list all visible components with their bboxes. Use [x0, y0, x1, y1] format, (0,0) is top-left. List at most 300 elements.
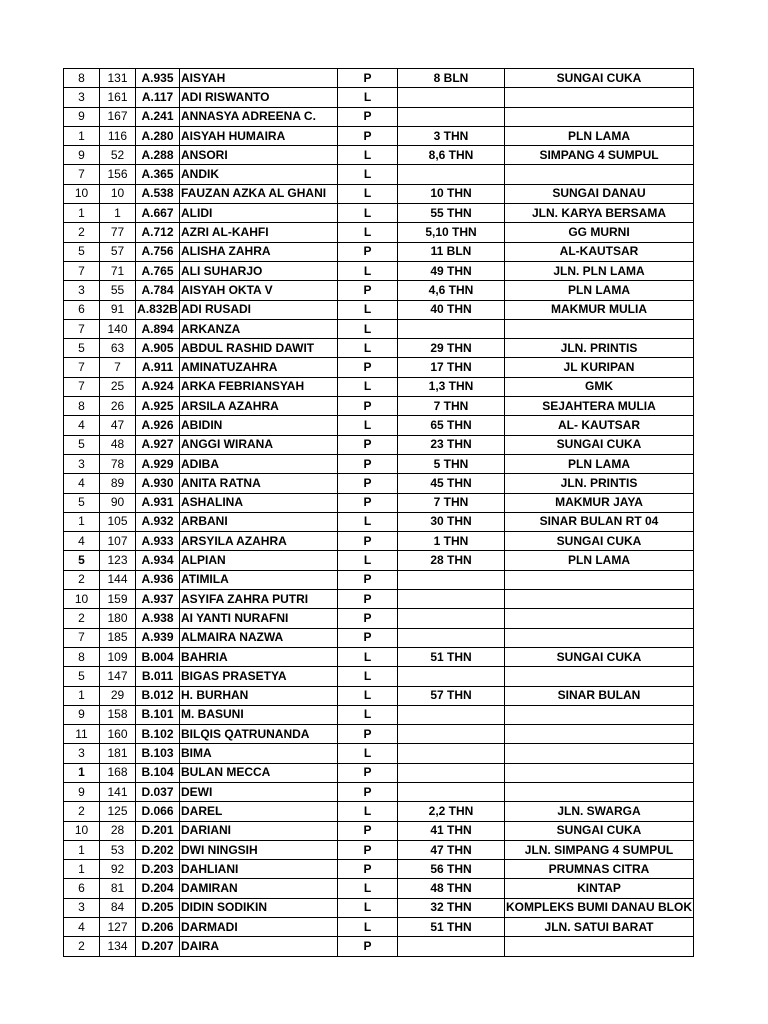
number-cell: 90 [100, 493, 136, 512]
group-cell: 3 [64, 898, 100, 917]
code-cell: D.202 [136, 840, 180, 859]
age-cell [398, 782, 505, 801]
name-cell: DARIANI [180, 821, 338, 840]
sex-cell: P [338, 69, 398, 88]
table-row [64, 184, 694, 203]
address-cell [505, 88, 694, 107]
table-row [64, 261, 694, 280]
group-cell: 1 [64, 204, 100, 223]
number-cell: 89 [100, 474, 136, 493]
name-cell: M. BASUNI [180, 705, 338, 724]
address-cell: PRUMNAS CITRA [505, 860, 694, 879]
number-cell: 7 [100, 358, 136, 377]
address-cell: SUNGAI CUKA [505, 532, 694, 551]
name-cell: ALI SUHARJO [180, 261, 338, 280]
sex-cell: P [338, 609, 398, 628]
group-cell: 5 [64, 339, 100, 358]
code-cell: A.538 [136, 184, 180, 203]
code-cell: A.712 [136, 223, 180, 242]
group-cell: 5 [64, 551, 100, 570]
group-cell: 2 [64, 570, 100, 589]
age-cell: 1 THN [398, 532, 505, 551]
code-cell: B.102 [136, 725, 180, 744]
age-cell: 65 THN [398, 416, 505, 435]
address-cell [505, 590, 694, 609]
name-cell: DAIRA [180, 937, 338, 956]
number-cell: 123 [100, 551, 136, 570]
age-cell [398, 165, 505, 184]
sex-cell: L [338, 918, 398, 937]
age-cell: 56 THN [398, 860, 505, 879]
code-cell: D.203 [136, 860, 180, 879]
name-cell: DAHLIANI [180, 860, 338, 879]
group-cell: 10 [64, 821, 100, 840]
code-cell: D.066 [136, 802, 180, 821]
age-cell: 40 THN [398, 300, 505, 319]
group-cell: 9 [64, 782, 100, 801]
number-cell: 134 [100, 937, 136, 956]
table-row [64, 570, 694, 589]
sex-cell: L [338, 512, 398, 531]
code-cell: A.935 [136, 69, 180, 88]
sex-cell: L [338, 319, 398, 338]
address-cell: PLN LAMA [505, 551, 694, 570]
age-cell: 51 THN [398, 647, 505, 666]
number-cell: 107 [100, 532, 136, 551]
code-cell: A.288 [136, 146, 180, 165]
name-cell: AZRI AL-KAHFI [180, 223, 338, 242]
sex-cell: P [338, 126, 398, 145]
age-cell: 28 THN [398, 551, 505, 570]
address-cell: JLN. PLN LAMA [505, 261, 694, 280]
code-cell: D.201 [136, 821, 180, 840]
address-cell: SUNGAI CUKA [505, 821, 694, 840]
age-cell: 51 THN [398, 918, 505, 937]
table-row [64, 165, 694, 184]
code-cell: B.012 [136, 686, 180, 705]
group-cell: 7 [64, 628, 100, 647]
number-cell: 92 [100, 860, 136, 879]
name-cell: ARSILA AZAHRA [180, 397, 338, 416]
sex-cell: L [338, 146, 398, 165]
table-row [64, 647, 694, 666]
code-cell: D.037 [136, 782, 180, 801]
name-cell: ANDIK [180, 165, 338, 184]
group-cell: 11 [64, 725, 100, 744]
age-cell: 23 THN [398, 435, 505, 454]
table-row [64, 551, 694, 570]
age-cell [398, 763, 505, 782]
name-cell: ASYIFA ZAHRA PUTRI [180, 590, 338, 609]
name-cell: ARKA FEBRIANSYAH [180, 377, 338, 396]
address-cell: JLN. SWARGA [505, 802, 694, 821]
address-cell: PLN LAMA [505, 126, 694, 145]
sex-cell: L [338, 551, 398, 570]
group-cell: 5 [64, 493, 100, 512]
patient-table [63, 68, 694, 957]
sex-cell: P [338, 937, 398, 956]
age-cell [398, 628, 505, 647]
name-cell: ADI RISWANTO [180, 88, 338, 107]
code-cell: A.939 [136, 628, 180, 647]
address-cell: AL- KAUTSAR [505, 416, 694, 435]
table-row [64, 879, 694, 898]
number-cell: 181 [100, 744, 136, 763]
address-cell: GG MURNI [505, 223, 694, 242]
number-cell: 48 [100, 435, 136, 454]
table-row [64, 397, 694, 416]
code-cell: A.117 [136, 88, 180, 107]
table-row [64, 725, 694, 744]
sex-cell: L [338, 416, 398, 435]
group-cell: 8 [64, 397, 100, 416]
number-cell: 25 [100, 377, 136, 396]
name-cell: H. BURHAN [180, 686, 338, 705]
number-cell: 91 [100, 300, 136, 319]
number-cell: 52 [100, 146, 136, 165]
sex-cell: L [338, 879, 398, 898]
name-cell: ALPIAN [180, 551, 338, 570]
code-cell: A.929 [136, 454, 180, 473]
sex-cell: L [338, 223, 398, 242]
address-cell [505, 667, 694, 686]
address-cell [505, 570, 694, 589]
number-cell: 1 [100, 204, 136, 223]
table-row [64, 840, 694, 859]
age-cell: 8,6 THN [398, 146, 505, 165]
address-cell: KOMPLEKS BUMI DANAU BLOK [505, 898, 694, 917]
table-row [64, 937, 694, 956]
address-cell [505, 705, 694, 724]
code-cell: D.205 [136, 898, 180, 917]
group-cell: 3 [64, 744, 100, 763]
group-cell: 7 [64, 319, 100, 338]
address-cell [505, 937, 694, 956]
number-cell: 78 [100, 454, 136, 473]
sex-cell: L [338, 686, 398, 705]
age-cell [398, 667, 505, 686]
number-cell: 63 [100, 339, 136, 358]
address-cell [505, 782, 694, 801]
table-row [64, 281, 694, 300]
name-cell: DAREL [180, 802, 338, 821]
age-cell: 57 THN [398, 686, 505, 705]
name-cell: DEWI [180, 782, 338, 801]
group-cell: 2 [64, 937, 100, 956]
code-cell: A.925 [136, 397, 180, 416]
address-cell: AL-KAUTSAR [505, 242, 694, 261]
sex-cell: L [338, 667, 398, 686]
group-cell: 4 [64, 416, 100, 435]
table-row [64, 821, 694, 840]
group-cell: 7 [64, 358, 100, 377]
code-cell: D.206 [136, 918, 180, 937]
name-cell: ABIDIN [180, 416, 338, 435]
address-cell: JLN. PRINTIS [505, 339, 694, 358]
address-cell: JLN. PRINTIS [505, 474, 694, 493]
table-row [64, 377, 694, 396]
table-row [64, 628, 694, 647]
group-cell: 1 [64, 860, 100, 879]
table-row [64, 590, 694, 609]
name-cell: AISYAH OKTA V [180, 281, 338, 300]
code-cell: A.924 [136, 377, 180, 396]
table-row [64, 898, 694, 917]
group-cell: 9 [64, 146, 100, 165]
sex-cell: L [338, 300, 398, 319]
sex-cell: L [338, 705, 398, 724]
number-cell: 10 [100, 184, 136, 203]
code-cell: A.832B [136, 300, 180, 319]
code-cell: D.207 [136, 937, 180, 956]
number-cell: 55 [100, 281, 136, 300]
group-cell: 2 [64, 802, 100, 821]
age-cell [398, 107, 505, 126]
age-cell [398, 744, 505, 763]
number-cell: 109 [100, 647, 136, 666]
name-cell: BAHRIA [180, 647, 338, 666]
number-cell: 185 [100, 628, 136, 647]
group-cell: 7 [64, 377, 100, 396]
address-cell: SINAR BULAN [505, 686, 694, 705]
sex-cell: P [338, 107, 398, 126]
table-row [64, 416, 694, 435]
age-cell [398, 88, 505, 107]
table-row [64, 339, 694, 358]
table-row [64, 667, 694, 686]
group-cell: 9 [64, 107, 100, 126]
number-cell: 144 [100, 570, 136, 589]
sex-cell: P [338, 628, 398, 647]
sex-cell: L [338, 165, 398, 184]
table-row [64, 146, 694, 165]
table-row [64, 493, 694, 512]
number-cell: 105 [100, 512, 136, 531]
address-cell: JL KURIPAN [505, 358, 694, 377]
name-cell: ALISHA ZAHRA [180, 242, 338, 261]
sex-cell: L [338, 802, 398, 821]
group-cell: 1 [64, 763, 100, 782]
code-cell: A.933 [136, 532, 180, 551]
age-cell: 55 THN [398, 204, 505, 223]
table-row [64, 609, 694, 628]
sex-cell: P [338, 454, 398, 473]
code-cell: A.937 [136, 590, 180, 609]
address-cell [505, 763, 694, 782]
table-row [64, 107, 694, 126]
table-row [64, 223, 694, 242]
number-cell: 180 [100, 609, 136, 628]
address-cell [505, 725, 694, 744]
sex-cell: L [338, 377, 398, 396]
table-body [64, 69, 694, 957]
name-cell: ATIMILA [180, 570, 338, 589]
table-row [64, 319, 694, 338]
table-row [64, 88, 694, 107]
address-cell: JLN. SATUI BARAT [505, 918, 694, 937]
age-cell: 4,6 THN [398, 281, 505, 300]
code-cell: A.280 [136, 126, 180, 145]
table-row [64, 242, 694, 261]
code-cell: D.204 [136, 879, 180, 898]
table-row [64, 126, 694, 145]
number-cell: 71 [100, 261, 136, 280]
number-cell: 131 [100, 69, 136, 88]
group-cell: 9 [64, 705, 100, 724]
code-cell: A.756 [136, 242, 180, 261]
sex-cell: L [338, 647, 398, 666]
number-cell: 127 [100, 918, 136, 937]
name-cell: AMINATUZAHRA [180, 358, 338, 377]
group-cell: 6 [64, 879, 100, 898]
code-cell: A.934 [136, 551, 180, 570]
number-cell: 125 [100, 802, 136, 821]
sex-cell: L [338, 744, 398, 763]
table-row [64, 686, 694, 705]
sex-cell: P [338, 782, 398, 801]
sex-cell: L [338, 898, 398, 917]
address-cell: SUNGAI CUKA [505, 647, 694, 666]
number-cell: 158 [100, 705, 136, 724]
code-cell: A.926 [136, 416, 180, 435]
age-cell [398, 937, 505, 956]
group-cell: 1 [64, 686, 100, 705]
table-row [64, 705, 694, 724]
code-cell: A.930 [136, 474, 180, 493]
group-cell: 2 [64, 609, 100, 628]
table-row [64, 763, 694, 782]
code-cell: A.667 [136, 204, 180, 223]
table-row [64, 69, 694, 88]
sex-cell: P [338, 493, 398, 512]
table-row [64, 300, 694, 319]
age-cell: 29 THN [398, 339, 505, 358]
group-cell: 10 [64, 590, 100, 609]
table-row [64, 512, 694, 531]
age-cell: 8 BLN [398, 69, 505, 88]
sex-cell: L [338, 261, 398, 280]
group-cell: 5 [64, 435, 100, 454]
number-cell: 57 [100, 242, 136, 261]
group-cell: 3 [64, 454, 100, 473]
age-cell: 3 THN [398, 126, 505, 145]
address-cell [505, 744, 694, 763]
name-cell: ARSYILA AZAHRA [180, 532, 338, 551]
address-cell [505, 609, 694, 628]
name-cell: AISYAH HUMAIRA [180, 126, 338, 145]
sex-cell: P [338, 532, 398, 551]
code-cell: A.241 [136, 107, 180, 126]
name-cell: ANSORI [180, 146, 338, 165]
number-cell: 147 [100, 667, 136, 686]
table-row [64, 860, 694, 879]
age-cell: 30 THN [398, 512, 505, 531]
group-cell: 5 [64, 667, 100, 686]
age-cell: 32 THN [398, 898, 505, 917]
sex-cell: P [338, 358, 398, 377]
table-row [64, 435, 694, 454]
table-row [64, 918, 694, 937]
age-cell: 5 THN [398, 454, 505, 473]
code-cell: A.936 [136, 570, 180, 589]
group-cell: 7 [64, 165, 100, 184]
number-cell: 116 [100, 126, 136, 145]
name-cell: ADIBA [180, 454, 338, 473]
number-cell: 160 [100, 725, 136, 744]
code-cell: B.004 [136, 647, 180, 666]
code-cell: A.911 [136, 358, 180, 377]
table-row [64, 532, 694, 551]
number-cell: 84 [100, 898, 136, 917]
group-cell: 8 [64, 647, 100, 666]
group-cell: 6 [64, 300, 100, 319]
sex-cell: P [338, 763, 398, 782]
number-cell: 168 [100, 763, 136, 782]
name-cell: DAMIRAN [180, 879, 338, 898]
table-row [64, 474, 694, 493]
group-cell: 2 [64, 223, 100, 242]
address-cell [505, 107, 694, 126]
address-cell: KINTAP [505, 879, 694, 898]
number-cell: 53 [100, 840, 136, 859]
address-cell: SINAR BULAN RT 04 [505, 512, 694, 531]
age-cell: 48 THN [398, 879, 505, 898]
number-cell: 156 [100, 165, 136, 184]
number-cell: 47 [100, 416, 136, 435]
sex-cell: L [338, 88, 398, 107]
address-cell: PLN LAMA [505, 454, 694, 473]
code-cell: B.101 [136, 705, 180, 724]
code-cell: B.104 [136, 763, 180, 782]
number-cell: 28 [100, 821, 136, 840]
address-cell: GMK [505, 377, 694, 396]
group-cell: 3 [64, 281, 100, 300]
age-cell: 47 THN [398, 840, 505, 859]
name-cell: BULAN MECCA [180, 763, 338, 782]
address-cell [505, 628, 694, 647]
group-cell: 4 [64, 474, 100, 493]
sex-cell: L [338, 184, 398, 203]
age-cell [398, 570, 505, 589]
age-cell [398, 705, 505, 724]
name-cell: DIDIN SODIKIN [180, 898, 338, 917]
group-cell: 1 [64, 840, 100, 859]
address-cell [505, 319, 694, 338]
name-cell: DWI NINGSIH [180, 840, 338, 859]
code-cell: A.927 [136, 435, 180, 454]
address-cell: PLN LAMA [505, 281, 694, 300]
address-cell: JLN. KARYA BERSAMA [505, 204, 694, 223]
name-cell: ARKANZA [180, 319, 338, 338]
sex-cell: P [338, 474, 398, 493]
address-cell: MAKMUR MULIA [505, 300, 694, 319]
number-cell: 77 [100, 223, 136, 242]
sex-cell: P [338, 725, 398, 744]
sex-cell: P [338, 840, 398, 859]
age-cell [398, 609, 505, 628]
group-cell: 1 [64, 126, 100, 145]
table-row [64, 454, 694, 473]
number-cell: 29 [100, 686, 136, 705]
name-cell: ANGGI WIRANA [180, 435, 338, 454]
age-cell: 11 BLN [398, 242, 505, 261]
number-cell: 161 [100, 88, 136, 107]
age-cell: 7 THN [398, 493, 505, 512]
name-cell: ADI RUSADI [180, 300, 338, 319]
table-row [64, 802, 694, 821]
code-cell: A.905 [136, 339, 180, 358]
age-cell: 7 THN [398, 397, 505, 416]
